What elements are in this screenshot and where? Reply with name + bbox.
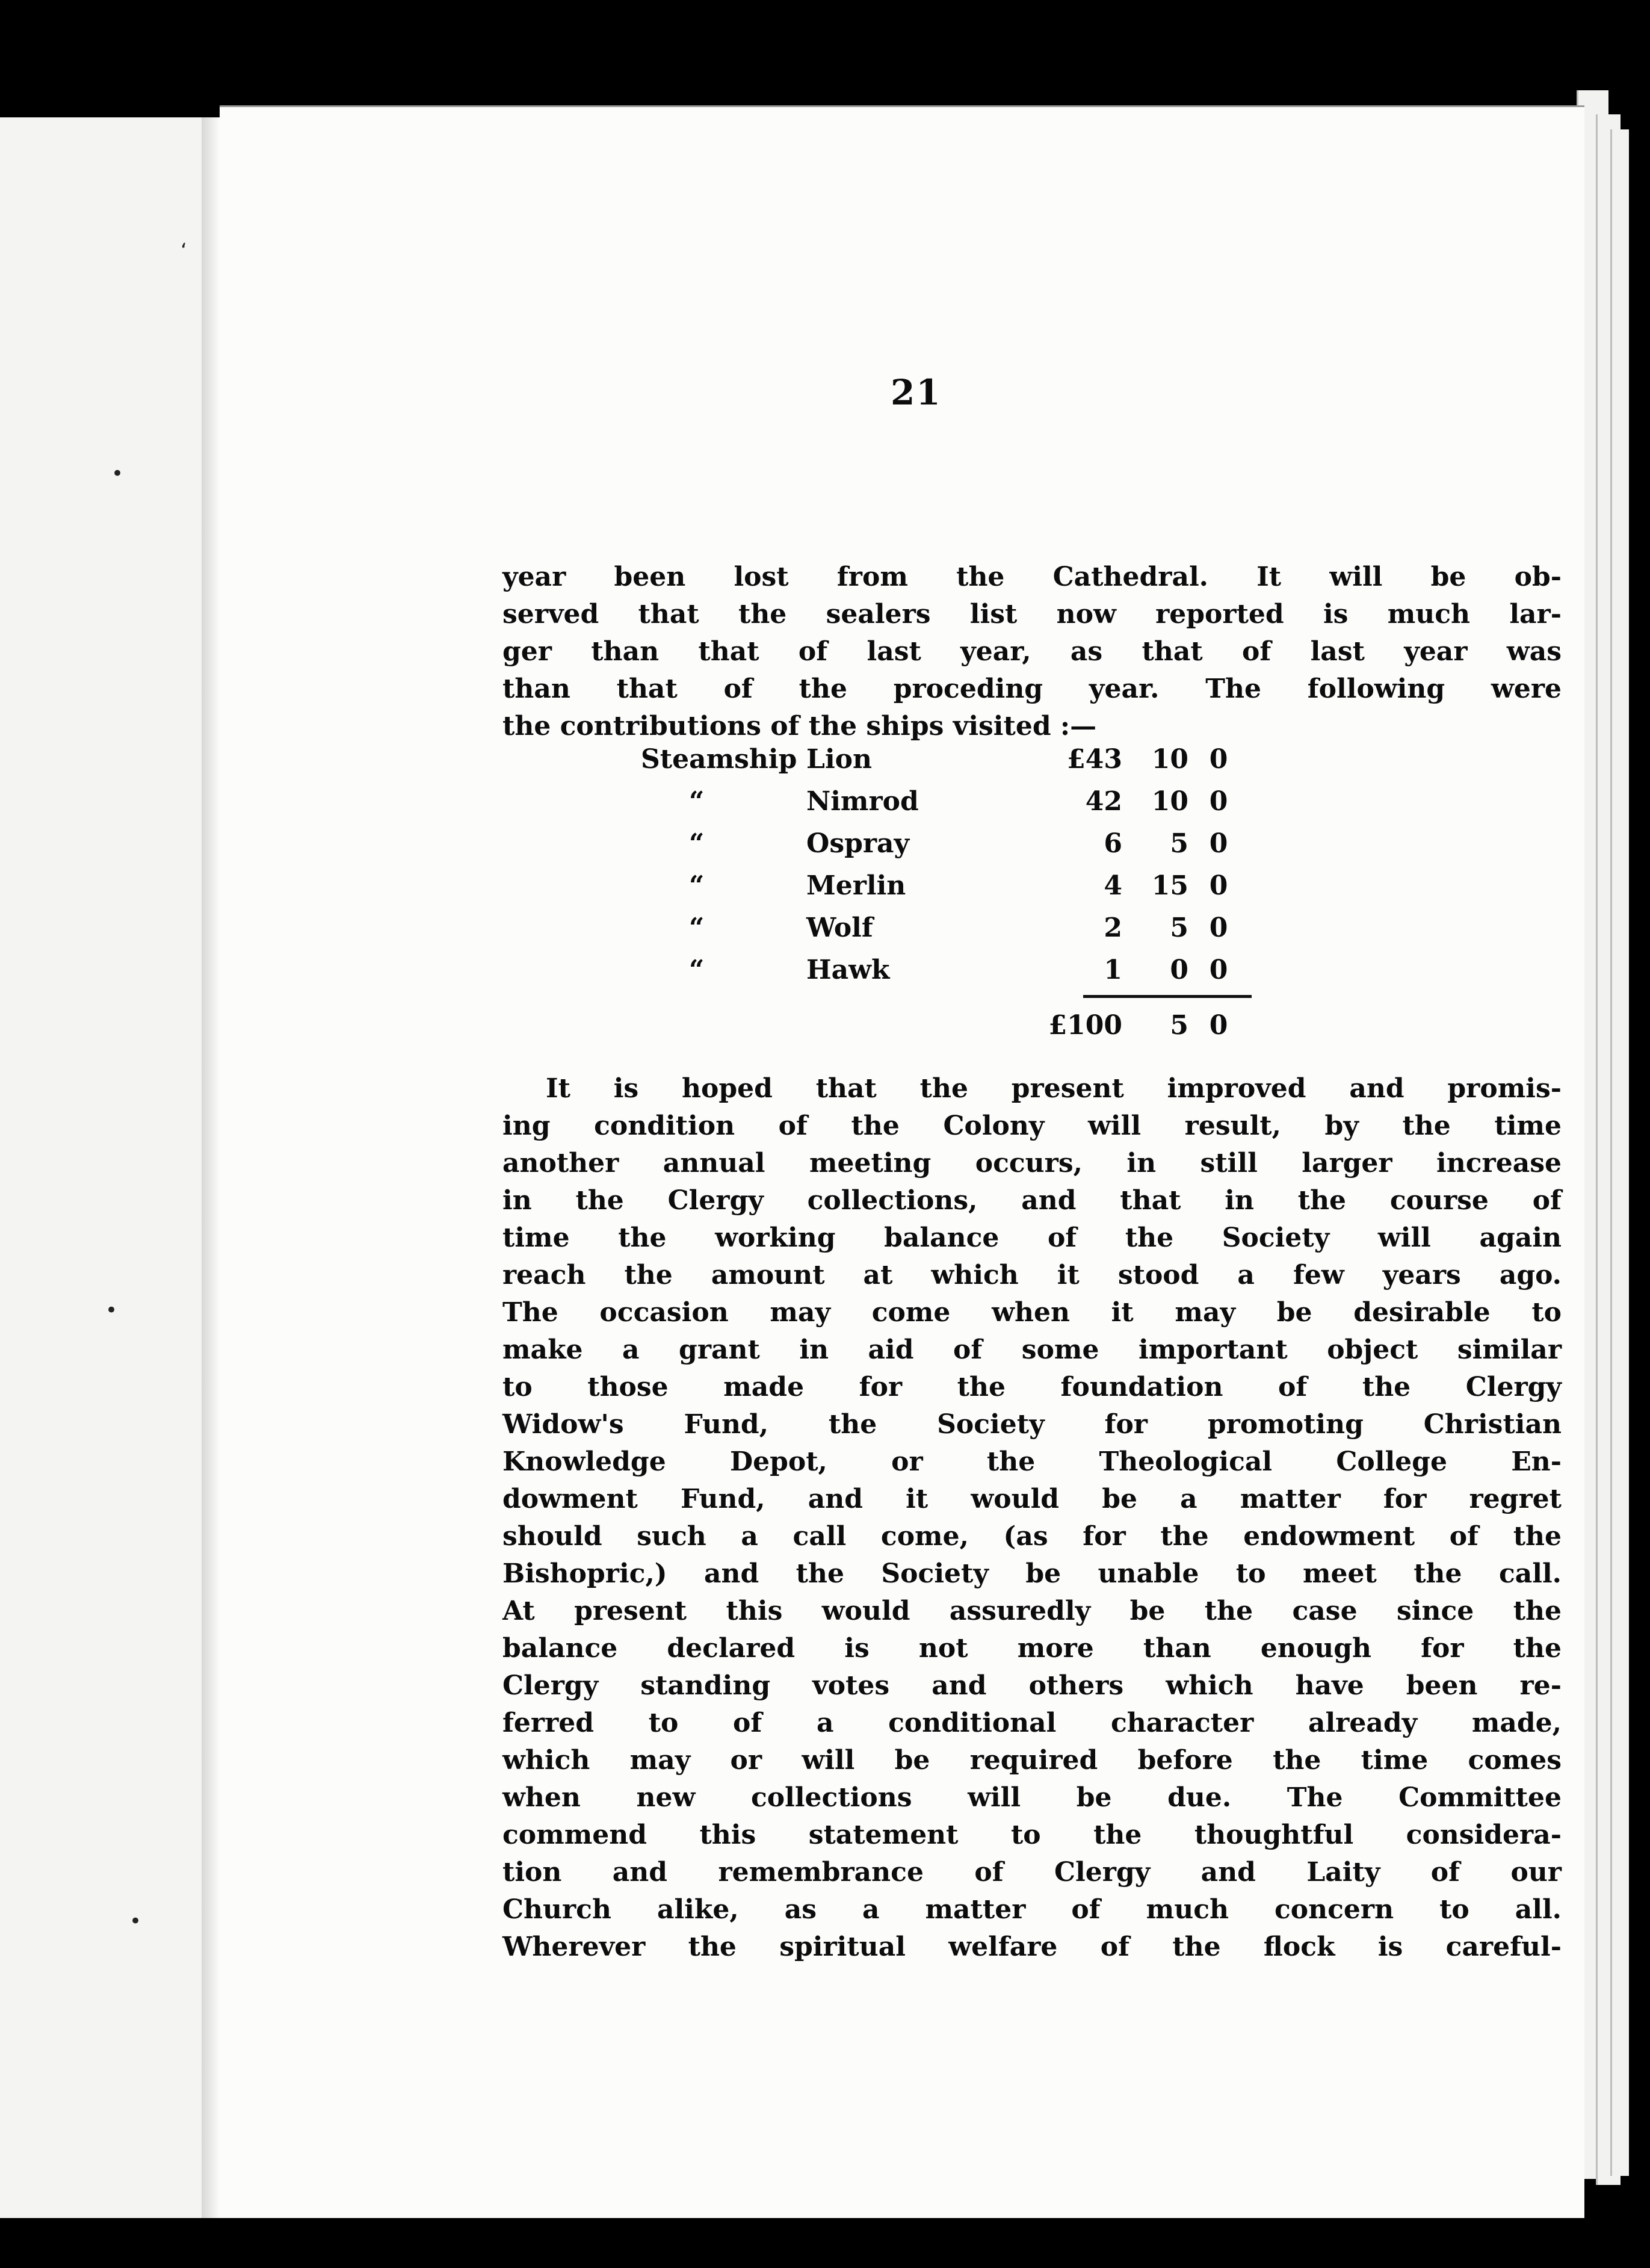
ship-name: Ospray [806,828,910,859]
ink-speck: • [111,462,124,486]
table-row [220,912,1584,950]
text-line: time the working balance of the Society will again [502,1222,1562,1253]
ink-speck: • [129,1909,142,1933]
shillings-value: 10 [1151,786,1188,817]
text-line: ing condition of the Colony will result, by the time [502,1111,1562,1141]
sum-rule [1083,995,1252,998]
pounds-value: 4 [1104,870,1122,901]
book-page [220,105,1584,2218]
pence-value: 0 [1209,828,1228,859]
pounds-value: 2 [1104,912,1122,943]
text-line: Church alike, as a matter of much concern to all. [502,1894,1562,1925]
paragraph-continued [502,559,1562,745]
text-line: which may or will be required before the time comes [502,1745,1562,1776]
text-line: to those made for the foundation of the Clergy [502,1372,1562,1402]
vessel-type: Steamship [641,744,797,775]
pounds-value: 42 [1085,786,1122,817]
pence-value: 0 [1209,955,1228,985]
text-line: It is hoped that the present improved and promis- [546,1073,1562,1104]
shillings-value: 10 [1151,744,1188,775]
text-line: when new collections will be due. The Committee [502,1782,1562,1813]
text-line: At present this would assuredly be the case since the [502,1596,1562,1626]
ship-name: Nimrod [806,786,919,817]
ditto-mark: “ [689,912,705,943]
ditto-mark: “ [689,786,705,817]
table-row [220,955,1584,992]
text-line: tion and remembrance of Clergy and Laity of our [502,1857,1562,1888]
text-line: commend this statement to the thoughtful considera- [502,1820,1562,1850]
ditto-mark: “ [689,870,705,901]
total-pence: 0 [1209,1010,1228,1041]
pounds-value: 6 [1104,828,1122,859]
pence-value: 0 [1209,744,1228,775]
text-line: Widow's Fund, the Society for promoting Christian [502,1409,1562,1440]
text-line: dowment Fund, and it would be a matter for regret [502,1484,1562,1514]
text-line: served that the sealers list now reported is much lar- [502,599,1562,630]
text-line: make a grant in aid of some important object similar [502,1334,1562,1365]
paragraph [502,1070,1562,1966]
text-line: Knowledge Depot, or the Theological College En- [502,1446,1562,1477]
ship-name: Hawk [806,955,890,985]
text-line: ferred to of a conditional character already made, [502,1708,1562,1738]
text-line: Bishopric,) and the Society be unable to meet the call. [502,1558,1562,1589]
binding-gutter [202,117,220,2218]
text-line: year been lost from the Cathedral. It will be ob- [502,562,1562,592]
shillings-value: 15 [1151,870,1188,901]
page-number: 21 [891,372,942,413]
text-line: Clergy standing votes and others which have been re- [502,1670,1562,1701]
ink-speck: • [105,1298,118,1322]
text-line: The occasion may come when it may be desirable to [502,1297,1562,1328]
table-row [220,828,1584,866]
pence-value: 0 [1209,870,1228,901]
total-row [220,1010,1584,1047]
pence-value: 0 [1209,786,1228,817]
ink-speck: ‘ [181,239,187,263]
total-shillings: 5 [1170,1010,1188,1041]
pounds-value: £43 [1067,744,1122,775]
table-row [220,870,1584,908]
text-line: reach the amount at which it stood a few years ago. [502,1260,1562,1290]
shillings-value: 5 [1170,912,1188,943]
ditto-mark: “ [689,828,705,859]
text-line: ger than that of last year, as that of last year was [502,636,1562,667]
page-edge [1610,129,1629,2176]
text-line: should such a call come, (as for the endowment of the [502,1521,1562,1552]
text-line: another annual meeting occurs, in still larger increase [502,1148,1562,1179]
text-line: balance declared is not more than enough for the [502,1633,1562,1664]
facing-page [0,117,202,2218]
text-line: Wherever the spiritual welfare of the flock is careful- [502,1932,1562,1962]
pounds-value: 1 [1104,955,1122,985]
text-line: than that of the proceding year. The following were [502,674,1562,704]
ditto-mark: “ [689,955,705,985]
table-row [220,744,1584,781]
pence-value: 0 [1209,912,1228,943]
ship-name: Lion [806,744,872,775]
text-line: the contributions of the ships visited :— [502,711,1097,742]
shillings-value: 5 [1170,828,1188,859]
total-pounds: £100 [1048,1010,1122,1041]
ship-name: Wolf [806,912,873,943]
ship-name: Merlin [806,870,906,901]
table-row [220,786,1584,823]
text-line: in the Clergy collections, and that in the course of [502,1185,1562,1216]
shillings-value: 0 [1170,955,1188,985]
